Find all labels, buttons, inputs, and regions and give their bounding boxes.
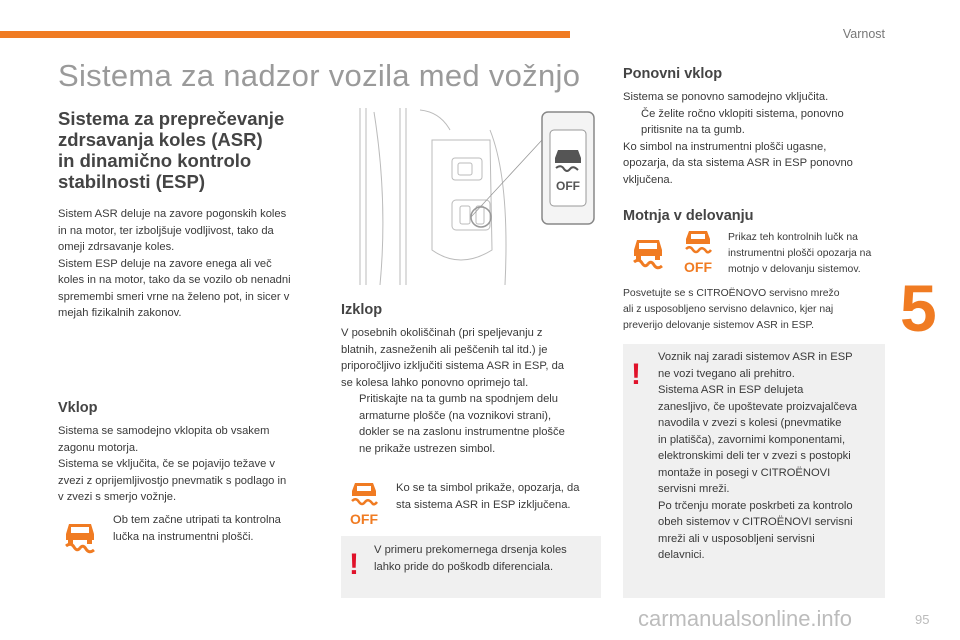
warning-line: ne vozi tvegano ali prehitro. bbox=[658, 367, 795, 380]
off-icon-caption bbox=[396, 480, 606, 513]
differential-warning-box bbox=[341, 536, 601, 598]
asr-line: koles in na motor, tako da se vozilo ob nenadni bbox=[58, 274, 291, 286]
izklop-line: priporočljivo izključiti sistema ASR in ESP, da bbox=[341, 360, 565, 372]
warning-line: Voznik naj zaradi sistemov ASR in ESP bbox=[658, 351, 853, 363]
warning-line: mreži ali v usposobljeni servisni bbox=[658, 532, 815, 545]
section-label: Varnost bbox=[842, 27, 885, 41]
bullet-symbol bbox=[623, 106, 641, 139]
izklop-bullet-line: dokler se na zaslonu instrumentne plošče bbox=[359, 426, 565, 438]
skid-fault-icon bbox=[628, 234, 668, 274]
off-caption-line: sta sistema ASR in ESP izklјučena. bbox=[396, 498, 571, 511]
asr-title-line: zdrsavanja koles (ASR) bbox=[58, 129, 263, 150]
motnja-line: preverijo delovanje sistemov ASR in ESP. bbox=[623, 320, 814, 331]
vklop-heading: Vklop bbox=[58, 400, 98, 416]
off-icon-label: OFF bbox=[350, 511, 378, 527]
esp-off-icon bbox=[344, 480, 384, 528]
page-title: Sistema za nadzor vozila med vožnjo bbox=[58, 58, 581, 93]
warning-icon: ! bbox=[631, 358, 641, 391]
warning-line: zanesljivo, če upoštevate proizvajalčeva bbox=[658, 400, 857, 413]
differential-warning-text bbox=[374, 542, 596, 575]
izklop-line: se kolesa lahko ponovno oprimejo tal. bbox=[341, 376, 529, 389]
warning-line: navodila v zvezi s kolesi (pnevmatike bbox=[658, 417, 842, 429]
skid-warning-icon bbox=[60, 518, 100, 558]
izklop-description bbox=[341, 325, 606, 457]
vklop-line: zagonu motorja. bbox=[58, 441, 139, 454]
bullet-symbol bbox=[341, 391, 359, 457]
ponovni-description bbox=[623, 89, 888, 188]
warning-line: montaže in posegi v CITROËNOVI bbox=[658, 466, 831, 479]
izklop-bullet-text bbox=[359, 391, 565, 457]
driver-warning-box bbox=[623, 344, 885, 598]
vklop-line: Sistema se samodejno vklopita ob vsakem bbox=[58, 425, 270, 437]
asr-line: Sistem ESP deluje na zavore enega ali več bbox=[58, 257, 272, 270]
warning-line: elektronskimi deli ter v zvezi s postopki bbox=[658, 450, 851, 462]
asr-line: spremembi smeri vrne na želeno pot, in sicer v bbox=[58, 290, 290, 303]
izklop-bullet-line: ne prikaže ustrezen simbol. bbox=[359, 442, 496, 455]
vklop-icon-line: lučka na instrumentni plošči. bbox=[113, 530, 254, 543]
izklop-bullet bbox=[341, 391, 606, 457]
ponovni-heading: Ponovni vklop bbox=[623, 66, 723, 82]
warning-line: servisni mreži. bbox=[658, 483, 730, 495]
asr-line: in na motor, ter izboljšuje vodljivost, tako da bbox=[58, 224, 274, 237]
motnja-icon-line: motnjo v delovanju sistemov. bbox=[728, 264, 861, 275]
ponovni-line: Ko simbol na instrumentni plošči ugasne, bbox=[623, 140, 827, 153]
motnja-line: Posvetujte se s CITROËNOVO servisno mrežo bbox=[623, 288, 840, 299]
motnja-heading: Motnja v delovanju bbox=[623, 208, 754, 224]
watermark: carmanualsonline.info bbox=[638, 606, 853, 631]
asr-description bbox=[58, 206, 328, 322]
esp-off-fault-icon bbox=[678, 228, 718, 276]
ponovni-bullet-text bbox=[641, 106, 844, 139]
izklop-line: V posebnih okoliščinah (pri speljevanju z bbox=[341, 327, 543, 339]
asr-esp-heading bbox=[58, 108, 328, 192]
warning-line: Po trčenju morate poskrbeti za kontrolo bbox=[658, 499, 853, 512]
warning-line: V primeru prekomernega drsenja koles bbox=[374, 544, 567, 556]
izklop-heading: Izklop bbox=[341, 302, 383, 318]
vklop-line: v zvezi s smerjo vožnje. bbox=[58, 491, 177, 503]
warning-line: lahko pride do poškodb diferenciala. bbox=[374, 560, 554, 573]
illustration-off-label: OFF bbox=[556, 179, 580, 193]
warning-line: delavnici. bbox=[658, 549, 705, 561]
ponovni-line: Sistema se ponovno samodejno vključita. bbox=[623, 91, 829, 103]
vklop-icon-line: Ob tem začne utripati ta kontrolna bbox=[113, 514, 281, 526]
asr-title-line: in dinamično kontrolo bbox=[58, 150, 252, 171]
warning-line: obeh sistemov v CITROËNOVI servisni bbox=[658, 516, 853, 528]
ponovni-line: vključena. bbox=[623, 173, 673, 186]
warning-line: Sistema ASR in ESP delujeta bbox=[658, 384, 804, 396]
izklop-bullet-line: Pritiskajte na ta gumb na spodnjem delu bbox=[359, 393, 559, 405]
warning-line: in platišča), zavornimi komponentami, bbox=[658, 433, 846, 446]
izklop-bullet-line: armaturne plošče (na voznikovi strani), bbox=[359, 409, 552, 422]
asr-line: omeji zdrsavanje koles. bbox=[58, 241, 175, 253]
motnja-icon-line: Prikaz teh kontrolnih lučk na bbox=[728, 232, 858, 243]
page-number: 95 bbox=[915, 612, 930, 627]
dashboard-button-illustration bbox=[340, 100, 602, 290]
driver-warning-text bbox=[658, 349, 883, 564]
vklop-icon-caption bbox=[113, 512, 328, 545]
ponovni-line: opozarja, da sta sistema ASR in ESP ponovno bbox=[623, 157, 853, 169]
header-accent-bar bbox=[0, 31, 570, 38]
asr-title-line: Sistema za preprečevanje bbox=[58, 108, 285, 129]
off-icon-label: OFF bbox=[684, 259, 712, 275]
asr-title-line: stabilnosti (ESP) bbox=[58, 171, 205, 192]
asr-line: Sistem ASR deluje na zavore pogonskih koles bbox=[58, 208, 287, 220]
ponovni-bullet-line: pritisnite na ta gumb. bbox=[641, 124, 745, 136]
motnja-icon-caption bbox=[728, 230, 888, 278]
chapter-number: 5 bbox=[900, 271, 937, 345]
motnja-icon-line: instrumentni plošči opozarja na bbox=[728, 248, 872, 259]
warning-icon: ! bbox=[349, 548, 359, 581]
vklop-line: Sistema se vključita, če se pojavijo težave v bbox=[58, 458, 276, 470]
ponovni-bullet bbox=[623, 106, 888, 139]
asr-line: mejah fizikalnih zakonov. bbox=[58, 307, 182, 319]
motnja-line: ali z usposobljeno servisno delavnico, kjer naj bbox=[623, 304, 834, 315]
vklop-line: zvezi z oprijemljivostjo pnevmatik s podlago in bbox=[58, 474, 287, 487]
vklop-description bbox=[58, 423, 328, 506]
motnja-description bbox=[623, 286, 888, 334]
ponovni-bullet-line: Če želite ročno vklopiti sistema, ponovno bbox=[641, 107, 844, 120]
off-caption-line: Ko se ta simbol prikaže, opozarja, da bbox=[396, 482, 580, 494]
izklop-line: blatnih, zasneženih ali peščenih tal itd.) je bbox=[341, 343, 548, 356]
